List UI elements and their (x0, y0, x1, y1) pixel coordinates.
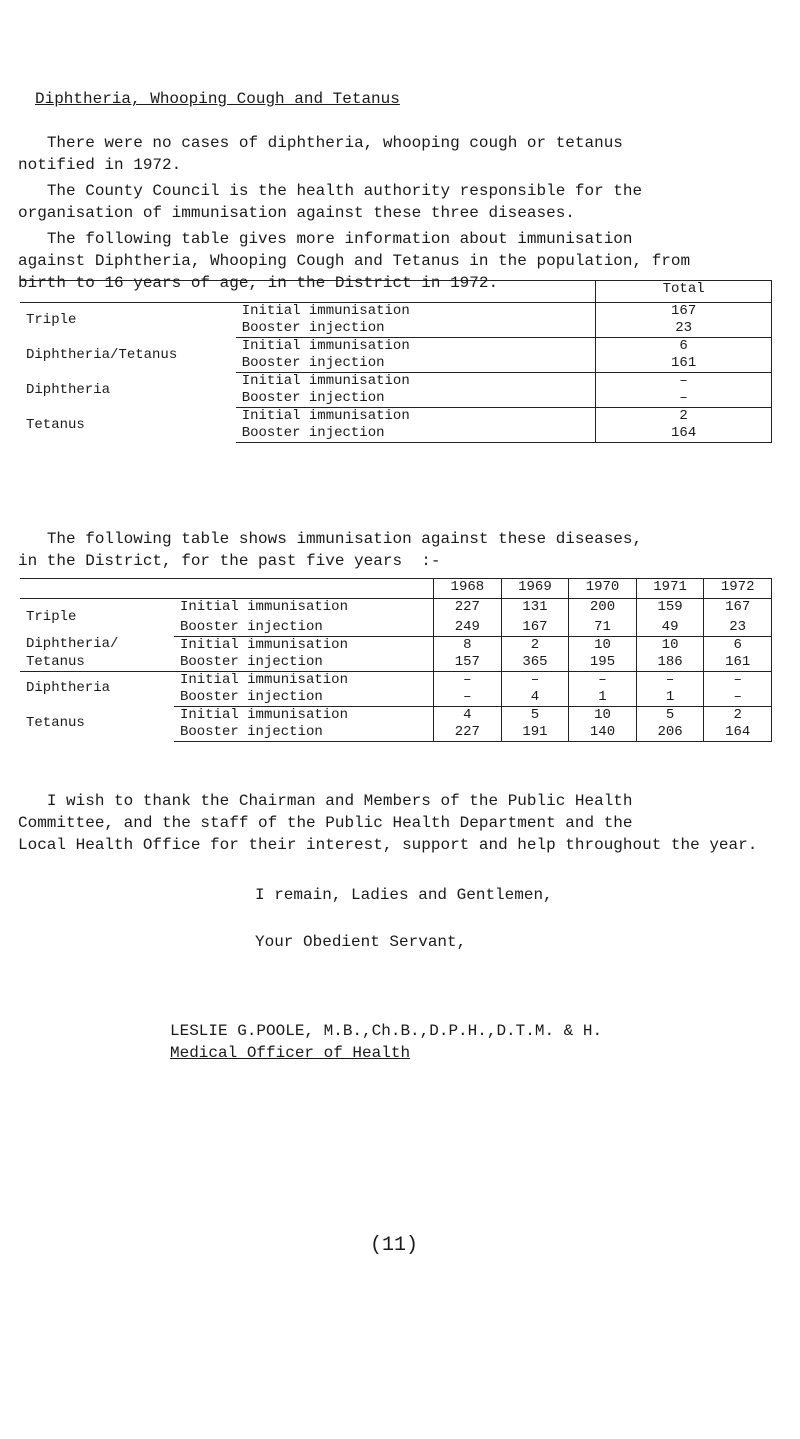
paragraph-table-intro: The following table gives more information about immunisation against Diphtheria, Whooping Cough and Tetanus in the population, from birth to 16 years of age, in the District in 1972. (18, 230, 691, 292)
signatory-title: Medical Officer of Health (170, 1044, 411, 1062)
year-header: 1970 (569, 579, 637, 599)
table-row: Triple Initial immunisation 227 131 200 159 167 (20, 599, 772, 619)
closing-remain: I remain, Ladies and Gentlemen, (255, 886, 553, 904)
table-row: Diphtheria Initial immunisation – (20, 373, 772, 391)
year-header: 1971 (636, 579, 704, 599)
paragraph-thanks: I wish to thank the Chairman and Members of the Public Health Committee, and the staff of the Public Health Department and the Local Health Office for their interest, support and help throughout the year. (18, 792, 758, 854)
year-header: 1972 (704, 579, 772, 599)
paragraph-no-cases: There were no cases of diphtheria, whooping cough or tetanus notified in 1972. (18, 134, 623, 174)
total-header: Total (596, 281, 772, 303)
immunisation-1972-table: Total Triple Initial immunisation 167 Booster injection 23 Diphtheria/Tetanus Initial immunisation 6 Booster injection 161 Diphtheria Initial immunisation – Booster injection – Tetanus Initial immunisation 2 Booster injection 164 (20, 280, 772, 443)
table-row: Diphtheria/ Initial immunisation 8 2 10 10 6 (20, 636, 772, 654)
table-row: Tetanus Initial immunisation 4 5 10 5 2 (20, 706, 772, 724)
table-row: Tetanus Initial immunisation 2 (20, 408, 772, 426)
table-row: Triple Initial immunisation 167 (20, 303, 772, 321)
table-row: Diphtheria/Tetanus Initial immunisation 6 (20, 338, 772, 356)
page-number: (11) (370, 1234, 419, 1257)
closing-servant: Your Obedient Servant, (255, 933, 467, 951)
paragraph-county-council: The County Council is the health authority responsible for the organisation of immunisation against these three diseases. (18, 182, 643, 222)
paragraph-five-year-intro: The following table shows immunisation against these diseases, in the District, for the past five years :- (18, 530, 643, 570)
signatory-name: LESLIE G.POOLE, M.B.,Ch.B.,D.P.H.,D.T.M. & H. (170, 1022, 603, 1040)
year-header: 1969 (501, 579, 569, 599)
year-header: 1968 (434, 579, 502, 599)
immunisation-five-year-table: 1968 1969 1970 1971 1972 Triple Initial immunisation 227 131 200 159 167 Booster injection 249 167 71 49 23 Diphtheria/ Initial immunisation 8 2 10 10 6 Tetanus Booster injection 157 365 195 186 161 Diphtheria Initial immunisation – – – – – Booster injection – 4 1 1 – Tetanus Initial immunisation 4 5 10 5 2 Booster injection 227 191 140 206 164 (20, 578, 772, 742)
table-row: Diphtheria Initial immunisation – – – – – (20, 671, 772, 689)
page-heading: Diphtheria, Whooping Cough and Tetanus (35, 90, 400, 108)
